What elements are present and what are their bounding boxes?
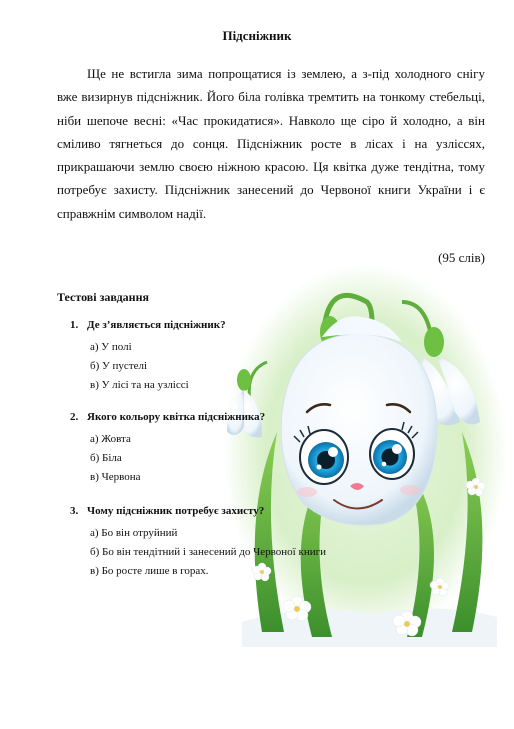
answer-option: в) У лісі та на узліссі	[90, 379, 189, 391]
answer-option: б) У пустелі	[90, 360, 148, 372]
word-count: (95 слів)	[438, 250, 485, 265]
question-number: 2.	[70, 411, 79, 423]
question-text: Чому підсніжник потребує захисту?	[87, 505, 265, 517]
answer-option: б) Біла	[90, 452, 122, 464]
question-3	[70, 502, 326, 581]
answer-option: б) Бо він тендітний і занесений до Червоної книги	[90, 546, 327, 558]
question-1	[70, 316, 226, 395]
bud-cap	[424, 327, 444, 357]
question-text: Якого кольору квітка підсніжника?	[87, 411, 266, 423]
question-text: Де з’являється підсніжник?	[87, 319, 226, 331]
bud-cap	[237, 369, 251, 391]
answer-option: а) Жовта	[90, 433, 131, 445]
answer-option: а) Бо він отруйний	[90, 527, 178, 539]
answer-option: в) Червона	[90, 471, 141, 483]
tests-heading: Тестові завдання	[57, 290, 149, 304]
question-number: 1.	[70, 319, 79, 331]
answer-option: в) Бо росте лише в горах.	[90, 565, 209, 577]
question-number: 3.	[70, 505, 79, 517]
question-2	[70, 408, 265, 487]
cheek	[400, 485, 420, 495]
story-paragraph: Ще не встигла зима попрощатися із землею, а з-під холодного снігу вже визирнув підсніжник. Його біла голівка тремтить на тонкому стебельці, ніби шепоче весні: «Час прокидатися». Навколо ще сіро й холодно, а він сміливо тягнеться до сонця. Підсніжник росте в лісах і на узліссях, прикрашаючи землю своєю ніжною красою. Ця квітка дуже тендітна, тому потребує захисту. Підсніжник занесений до Червоної книги України і є справжнім символом надії.	[57, 66, 485, 221]
document-title: Підсніжник	[222, 28, 292, 43]
answer-option: а) У полі	[90, 341, 132, 353]
cheek	[297, 487, 317, 497]
